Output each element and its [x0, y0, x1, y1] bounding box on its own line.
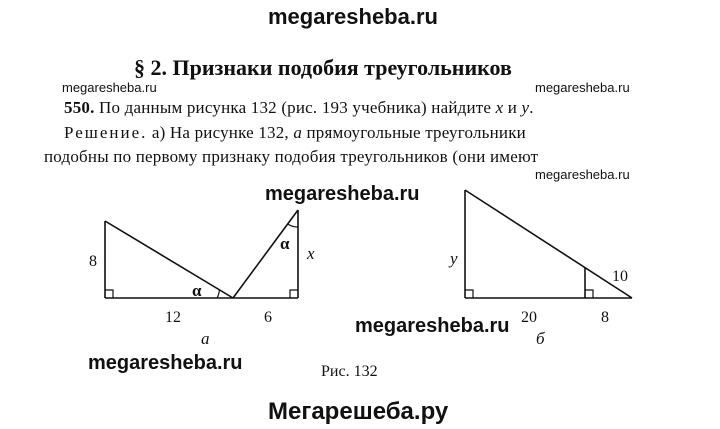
problem-number: 550. [64, 98, 95, 117]
solution-line1-a: а [293, 123, 303, 142]
fig-a-right-angle-left [105, 290, 113, 298]
solution-line-2: подобны по первому признаку подобия треугольников (они имеют [44, 147, 539, 166]
watermark-small-1: megaresheba.ru [62, 80, 157, 95]
figure-a [105, 210, 298, 298]
figure-b [465, 190, 632, 298]
fig-a-label-left-side: 8 [89, 253, 97, 270]
problem-end: . [529, 98, 534, 117]
solution-line1-end: прямоугольные треугольники [302, 123, 526, 142]
fig-a-label-angle-right: α [280, 234, 290, 253]
fig-a-label-base-left: 12 [165, 309, 181, 326]
problem-text: По данным рисунка 132 (рис. 193 учебника) найдите [99, 98, 496, 117]
figure-caption: Рис. 132 [321, 363, 378, 380]
fig-b-caption: б [536, 329, 545, 348]
solution-line1-rest: а) На рисунке 132, [147, 123, 294, 142]
fig-a-hypotenuse-left [105, 221, 233, 298]
fig-a-label-right-side: x [307, 244, 315, 263]
fig-b-right-angle-inner [585, 290, 593, 298]
fig-a-caption: а [201, 329, 210, 348]
problem-var-x: x [495, 98, 504, 117]
watermark-left: megaresheba.ru [88, 352, 243, 374]
fig-a-right-angle-right [290, 290, 298, 298]
problem-var-y: y [521, 98, 530, 117]
watermark-center: megaresheba.ru [265, 183, 420, 205]
fig-a-angle-arc-left [217, 290, 219, 298]
fig-b-label-left-side: y [450, 249, 458, 268]
problem-conj: и [503, 98, 522, 117]
solution-label: Решение. [64, 123, 148, 142]
fig-b-label-hyp-part: 10 [612, 268, 628, 285]
fig-b-hypotenuse [465, 190, 632, 298]
fig-b-label-base-left: 20 [521, 309, 537, 326]
watermark-footer: Мегарешеба.ру [268, 398, 449, 425]
fig-b-label-base-right: 8 [601, 309, 609, 326]
watermark-top: megaresheba.ru [268, 4, 438, 29]
watermark-lower: megaresheba.ru [355, 315, 510, 337]
fig-a-hypotenuse-right [233, 210, 298, 298]
fig-b-right-angle-left [465, 290, 473, 298]
fig-a-angle-arc-right [288, 224, 298, 227]
fig-a-label-base-right: 6 [264, 309, 272, 326]
fig-a-label-angle-left: α [192, 281, 202, 300]
section-title: § 2. Признаки подобия треугольников [134, 55, 512, 80]
watermark-small-3: megaresheba.ru [535, 167, 630, 182]
watermark-small-2: megaresheba.ru [535, 80, 630, 95]
